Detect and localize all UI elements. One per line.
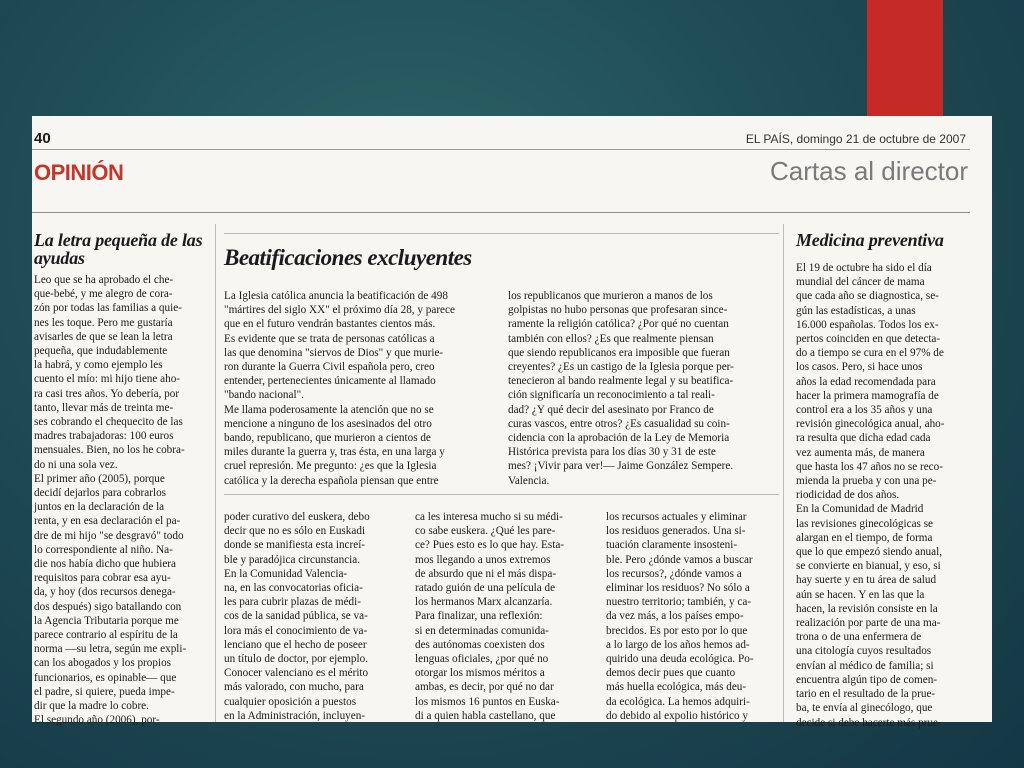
body-line: más valorado, con mucho, para <box>224 681 364 694</box>
body-line: mencione a ninguno de los asesinados del otro <box>224 417 432 430</box>
decorative-red-tab <box>867 0 943 118</box>
body-line: ción significaría un reconocimiento a tal reali- <box>508 389 715 402</box>
body-line: El primer año (2005), porque <box>34 472 165 485</box>
body-line: cualquier oposición a puestos <box>224 695 357 708</box>
body-line: de absurdo que ni el más dispa- <box>415 567 557 580</box>
body-line: demos decir pues que cuanto <box>606 667 736 680</box>
body-line: gún las estadísticas, a unas <box>796 304 916 317</box>
body-line: tario en el resultado de la prue- <box>796 688 936 701</box>
letter-body <box>796 261 972 729</box>
body-line: Leo que se ha aprobado el che- <box>34 274 174 286</box>
body-line: poder curativo del euskera, debo <box>224 511 370 523</box>
body-line: Es evidente que se trata de personas católicas a <box>224 332 435 345</box>
body-line: norma —su letra, según me expli- <box>34 643 187 656</box>
body-line: decir que no es sólo en Euskadi <box>224 525 366 538</box>
body-line: donde se manifiesta esta increí- <box>224 539 366 552</box>
body-line: eliminar los residuos? No sólo a <box>606 582 750 595</box>
body-line: que cada año se diagnostica, se- <box>796 290 939 303</box>
body-line: los recursos?, ¿dónde vamos a <box>606 567 742 580</box>
body-line: las que denomina "siervos de Dios" y que murie- <box>224 346 444 359</box>
body-line: tuación claramente insosteni- <box>606 539 738 552</box>
article-rule <box>224 494 779 495</box>
body-line: do debido al expolio histórico y <box>606 709 748 722</box>
body-line: pertos coinciden en que detecta- <box>796 333 941 346</box>
body-line: ron durante la Guerra Civil española pero, creo <box>224 361 435 374</box>
body-line: cidencia con la aprobación de la Ley de Memoria <box>508 432 730 445</box>
body-line: quirido una deuda ecológica. Po- <box>606 653 754 666</box>
body-line: ramente la religión católica? ¿Por qué no cuentan <box>508 318 729 331</box>
body-line: co sabe euskera. ¿Qué les pare- <box>415 525 556 538</box>
body-line: juntos en la declaración de la <box>34 501 165 514</box>
letter-body-col-b <box>508 289 778 489</box>
body-line: decidí dejarlos para cobrarlos <box>34 487 167 500</box>
body-line: dad? ¿Y qué decir del asesinato por Franco de <box>508 403 714 416</box>
body-line: aún se hacen. Y en las que la <box>796 588 925 601</box>
body-line: un título de doctor, por ejemplo. <box>224 653 369 666</box>
body-line: tenecieron al bando realmente legal y su beatifica- <box>508 375 734 388</box>
body-line: a lo largo de los años hemos ad- <box>606 638 750 651</box>
body-line: les para cubrir plazas de médi- <box>224 596 361 609</box>
letter-body-col-b <box>415 510 590 722</box>
body-line: miles durante la guerra y, tras ésta, en una larga y <box>224 446 445 459</box>
body-line: can los abogados y los propios <box>34 657 172 670</box>
section-title: Cartas al director <box>770 156 968 186</box>
body-line: bando, republicano, que murieron a cientos de <box>224 432 431 445</box>
letter-body-col-a <box>224 510 399 722</box>
dateline: EL PAÍS, domingo 21 de octubre de 2007 <box>745 132 966 146</box>
body-line: creyentes? ¿Es un castigo de la Iglesia porque per- <box>508 361 734 374</box>
body-line: dir que la madre lo cobre. <box>34 700 149 713</box>
body-line: Valencia. <box>508 474 550 487</box>
body-line: una citología cuyos resultados <box>796 645 932 658</box>
body-line: Conocer valenciano es el mérito <box>224 667 369 680</box>
body-line: católica y la derecha española piensan que entre <box>224 474 439 487</box>
body-line: En la Comunidad Valencia- <box>224 567 348 580</box>
body-line: la habrá, y como ejemplo les <box>34 359 163 372</box>
body-line: las revisiones ginecológicas se <box>796 517 934 530</box>
body-line: avisarles de que se lean la letra <box>34 330 173 343</box>
body-line: también con ellos? ¿Es que realmente piensan <box>508 332 714 345</box>
letter-body <box>34 273 208 727</box>
body-line: los mismos 16 puntos en Euska- <box>415 695 560 708</box>
body-line: encuentra algún tipo de comen- <box>796 673 938 686</box>
body-line: los casos. Pero, si hace unos <box>796 361 923 374</box>
body-line: hacer la primera mamografía de <box>796 389 939 402</box>
body-line: pequeña, que indudablemente <box>34 345 168 358</box>
body-line: revisión ginecológica anual, aho- <box>796 418 945 431</box>
body-line: zón por todas las familias a quie- <box>34 302 182 315</box>
body-line: hay suerte y en tu área de salud <box>796 574 937 587</box>
body-line: lenguas oficiales, ¿por qué no <box>415 653 549 666</box>
body-line: renta, y en esa declaración el pa- <box>34 515 181 528</box>
body-line: da ecológica. La hemos adquiri- <box>606 695 750 708</box>
body-line: Histórica prevista para los días 30 y 31 de este <box>508 446 716 459</box>
body-line: mundial del cáncer de mama <box>796 276 925 289</box>
body-line: dos después) sigo batallando con <box>34 600 182 613</box>
body-line: otorgar los mismos méritos a <box>415 667 545 680</box>
body-line: trona o de una enfermera de <box>796 631 922 644</box>
body-line: decide si debe hacerte más prue- <box>796 716 942 729</box>
body-line: Me llama poderosamente la atención que no se <box>224 403 434 416</box>
body-line: ratado guión de una película de <box>415 582 556 595</box>
body-line: que lo que empezó siendo anual, <box>796 546 943 559</box>
body-line: se convierte en bianual, y eso, si <box>796 560 941 573</box>
body-line: ba, te envía al ginecólogo, que <box>796 702 933 715</box>
body-line: des autónomas coexisten dos <box>415 638 545 651</box>
body-line: más huella ecológica, más deu- <box>606 681 747 694</box>
body-line: curas vascos, entre otros? ¿Es casualidad su coin- <box>508 417 730 430</box>
body-line: ambas, es decir, por qué no dar <box>415 681 554 694</box>
body-line: si en determinadas comunida- <box>415 624 549 637</box>
body-line: control era a los 35 años y una <box>796 404 933 417</box>
body-line: realización por parte de una ma- <box>796 617 941 630</box>
column-divider <box>783 224 784 722</box>
header-rule <box>32 149 970 150</box>
body-line: requisitos para cobrar esa ayu- <box>34 572 171 585</box>
body-line: que hasta los 47 años no se reco- <box>796 460 943 473</box>
body-line: En la Comunidad de Madrid <box>796 503 924 516</box>
body-line: da vez más, a los países empo- <box>606 610 744 623</box>
body-line: hacen, la revisión consiste en la <box>796 602 938 615</box>
body-line: "mártires del siglo XX" el próximo día 28, y parece <box>224 304 455 317</box>
body-line: mienda la prueba y con una pe- <box>796 475 937 488</box>
body-line: lo correspondiente al niño. Na- <box>34 543 173 556</box>
body-line: alargan en el tiempo, de forma <box>796 531 933 544</box>
body-line: los republicanos que murieron a manos de los <box>508 290 713 302</box>
body-line: que en el futuro vendrán bastantes cientos más. <box>224 318 436 331</box>
body-line: ce? Pues esto es lo que hay. Esta- <box>415 539 565 552</box>
body-line: nes les toque. Pero me gustaría <box>34 316 173 329</box>
letter-headline: Beatificaciones excluyentes <box>224 245 472 270</box>
body-line: que-bebé, y me alegro de cora- <box>34 288 173 301</box>
column-divider <box>215 224 216 722</box>
body-line: die nos había dicho que hubiera <box>34 558 176 571</box>
body-line: parece contrario al espíritu de la <box>34 629 178 642</box>
newspaper-clipping <box>32 116 992 729</box>
body-line: ra casi tres años. Yo debería, por <box>34 387 180 400</box>
body-line: envían al médico de familia; si <box>796 659 934 672</box>
body-line: años la edad recomendada para <box>796 375 936 388</box>
body-line: El 19 de octubre ha sido el día <box>796 262 932 274</box>
body-line: ble y paradójica circunstancia. <box>224 553 361 566</box>
body-line: mensuales. Bien, no los he cobra- <box>34 444 185 457</box>
letter-body-col-c <box>606 510 781 722</box>
body-line: do a tiempo se cura en el 97% de <box>796 347 944 360</box>
letter-headline: La letra pequeña de las ayudas <box>34 230 203 268</box>
body-line: la Agencia Tributaria porque me <box>34 614 179 627</box>
body-line: ca les interesa mucho si su médi- <box>415 511 563 523</box>
body-line: riodicidad de dos años. <box>796 489 900 502</box>
page-number: 40 <box>34 130 51 147</box>
body-line: los recursos actuales y eliminar <box>606 511 747 523</box>
letter-body-col-a <box>224 289 492 489</box>
body-line: que siendo republicanos era imposible que fueran <box>508 346 730 359</box>
body-line: cruel represión. Me pregunto: ¿es que la Iglesia <box>224 460 437 473</box>
body-line: "bando nacional". <box>224 389 304 402</box>
body-line: La Iglesia católica anuncia la beatificación de 498 <box>224 290 448 302</box>
body-line: di a quien habla castellano, que <box>415 709 556 722</box>
letter-headline: Medicina preventiva <box>796 230 944 250</box>
body-line: en la Administración, incluyen- <box>224 709 366 722</box>
body-line: ble. Pero ¿dónde vamos a buscar <box>606 553 753 566</box>
body-line: cuento el mío: mi hijo tiene aho- <box>34 373 181 386</box>
body-line: Para finalizar, una reflexión: <box>415 610 543 623</box>
body-line: el padre, si quiere, pueda impe- <box>34 685 175 698</box>
body-line: mos llegando a unos extremos <box>415 553 551 566</box>
body-line: brecidos. Es por esto por lo que <box>606 624 748 637</box>
body-line: El segundo año (2006), por- <box>34 714 160 727</box>
body-line: tanto, llevar más de treinta me- <box>34 401 174 414</box>
body-line: entender, pertenecientes únicamente al llamado <box>224 375 436 388</box>
body-line: lenciano que el hecho de poseer <box>224 638 367 651</box>
body-line: do ni una sola vez. <box>34 458 118 471</box>
body-line: cos de la sanidad pública, se va- <box>224 610 368 623</box>
section-rule <box>32 212 970 213</box>
body-line: vez aumenta más, de manera <box>796 446 925 459</box>
body-line: na, en las convocatorias oficia- <box>224 582 363 595</box>
body-line: funcionarios, es opinable— que <box>34 671 177 684</box>
body-line: los residuos generados. Una si- <box>606 525 746 538</box>
body-line: da, y hoy (dos recursos denega- <box>34 586 176 599</box>
body-line: los hermanos Marx alcanzaría. <box>415 596 553 609</box>
body-line: nuestro territorio; también, y ca- <box>606 596 752 609</box>
body-line: mes? ¡Vivir para ver!— Jaime González Sempere. <box>508 460 734 473</box>
body-line: dre de mi hijo "se desgravó" todo <box>34 529 184 542</box>
body-line: ra resulta que dicha edad cada <box>796 432 931 445</box>
article-rule <box>224 233 779 234</box>
body-line: lora más el conocimiento de va- <box>224 624 368 637</box>
body-line: golpistas no hubo personas que profesaran since- <box>508 304 728 317</box>
section-label: OPINIÓN <box>34 160 124 185</box>
body-line: ses cobrando el chequecito de las <box>34 416 183 429</box>
body-line: 16.000 españolas. Todos los ex- <box>796 318 939 331</box>
body-line: madres trabajadoras: 100 euros <box>34 430 174 443</box>
